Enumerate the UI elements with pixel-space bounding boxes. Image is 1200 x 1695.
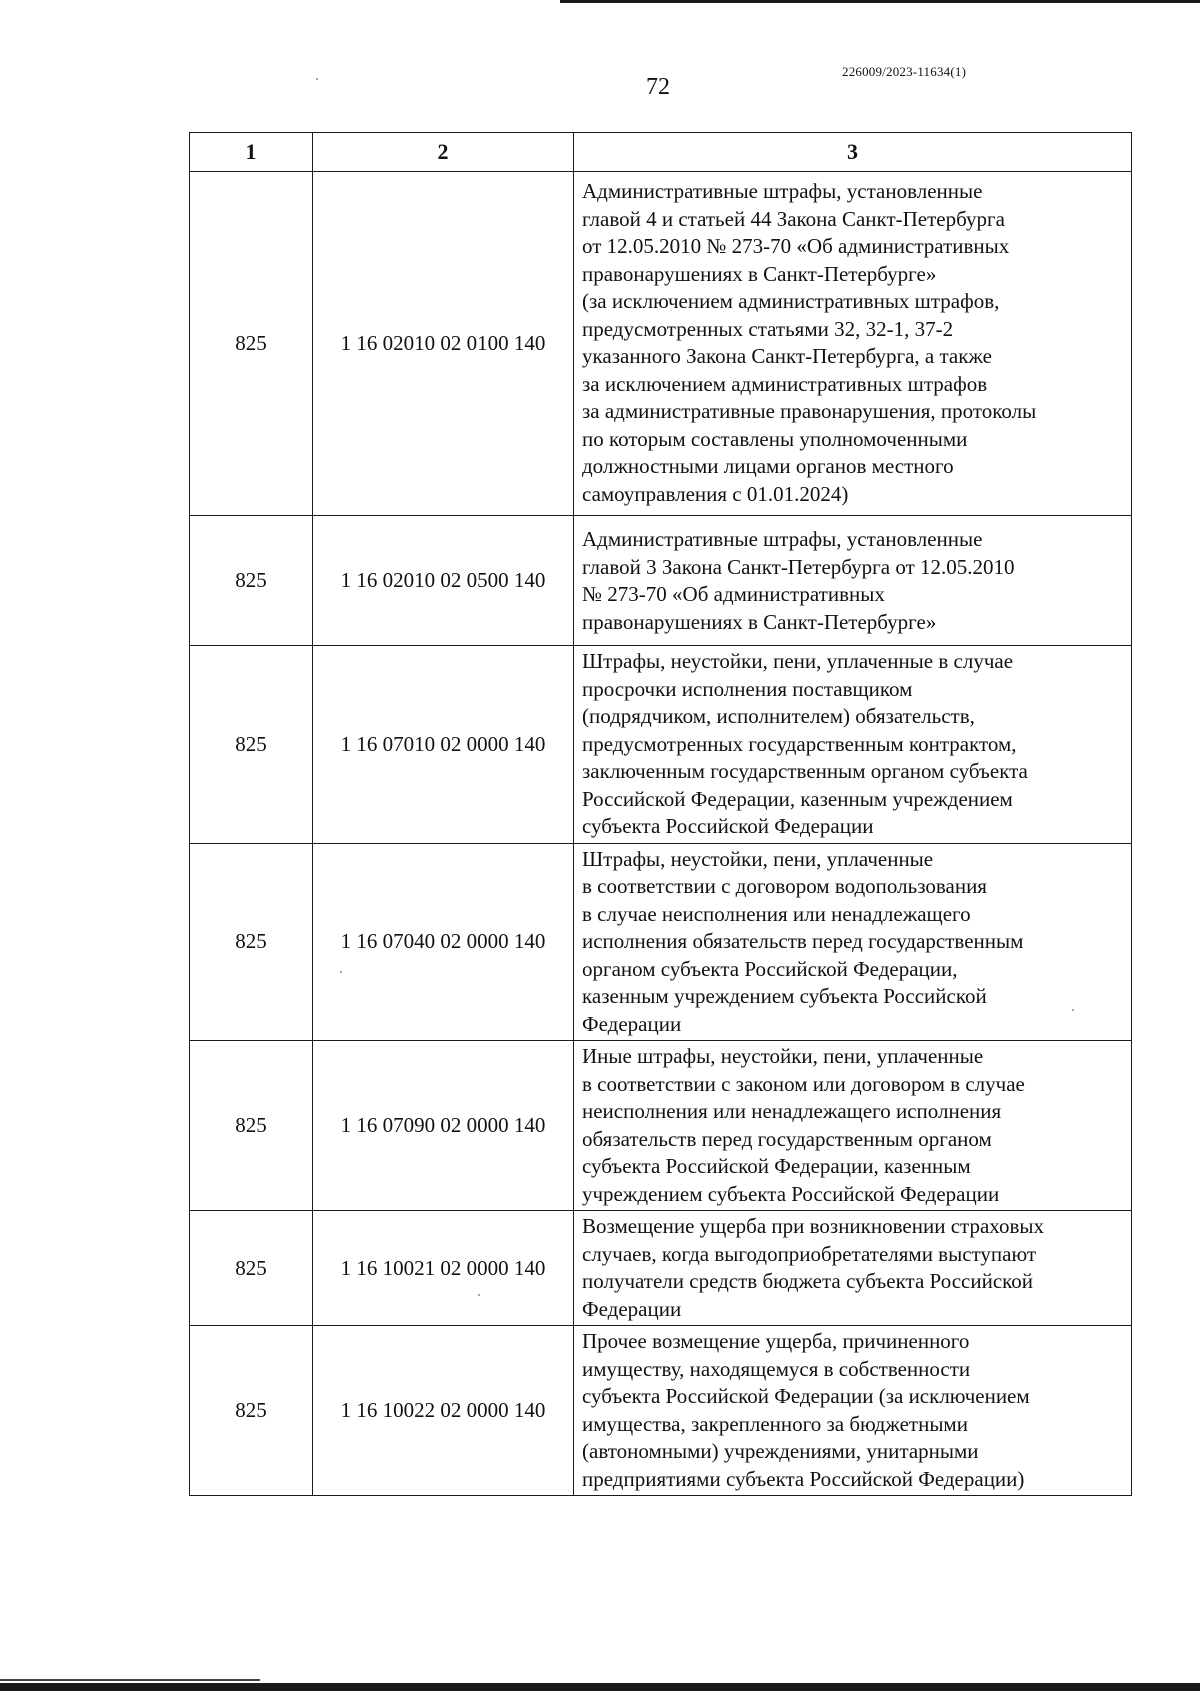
description-line: по которым составлены уполномоченными [582, 426, 968, 451]
description-line: правонарушениях в Санкт-Петербурге» [582, 261, 937, 286]
description-line: предусмотренных государственным контрактом, [582, 731, 1017, 756]
description-line: исполнения обязательств перед государственным [582, 929, 1024, 953]
admin-code-cell: 825 [190, 1326, 313, 1496]
table-row [190, 1211, 1132, 1326]
description-line: Административные штрафы, установленные [582, 527, 983, 551]
description-line: в соответствии с договором водопользования [582, 874, 987, 898]
description-line: казенным учреждением субъекта Российской [582, 984, 987, 1008]
description-line: (автономными) учреждениями, унитарными [582, 1439, 979, 1463]
kbk-code-cell: 1 16 07090 02 0000 140 [313, 1041, 574, 1211]
kbk-code-cell: 1 16 10022 02 0000 140 [313, 1326, 574, 1496]
description-line: Федерации [582, 1011, 682, 1036]
description-line: Административные штрафы, установленные [582, 179, 983, 203]
page-number: 72 [646, 74, 670, 100]
description-line: субъекта Российской Федерации [582, 814, 874, 838]
scan-speck [478, 1294, 480, 1296]
description-line: должностными лицами органов местного [582, 454, 954, 478]
kbk-code-cell: 1 16 02010 02 0500 140 [313, 516, 574, 646]
description-line: учреждением субъекта Российской Федерации [582, 1181, 1000, 1206]
description-line: указанного Закона Санкт-Петербурга, а также [582, 344, 992, 368]
scan-speck [1072, 1009, 1074, 1011]
description-line: субъекта Российской Федерации (за исключением [582, 1384, 1030, 1408]
description-cell [574, 646, 1132, 844]
description-line: просрочки исполнения поставщиком [582, 676, 913, 701]
table-row [190, 646, 1132, 844]
description-line: правонарушениях в Санкт-Петербурге» [582, 609, 937, 634]
description-line: имущества, закрепленного за бюджетными [582, 1411, 968, 1436]
table-row [190, 1326, 1132, 1496]
description-line: случаев, когда выгодоприобретателями выступают [582, 1241, 1037, 1266]
table-header-row [190, 133, 1132, 172]
description-line: в случае неисполнения или ненадлежащего [582, 901, 971, 926]
scan-bottom-edge-thin [0, 1679, 260, 1681]
admin-code-cell: 825 [190, 1041, 313, 1211]
admin-code-cell: 825 [190, 843, 313, 1041]
description-line: главой 3 Закона Санкт-Петербурга от 12.05.2010 [582, 554, 1015, 579]
description-line: неисполнения или ненадлежащего исполнения [582, 1099, 1002, 1123]
description-line: получатели средств бюджета субъекта Российской [582, 1269, 1034, 1293]
description-line: органом субъекта Российской Федерации, [582, 956, 958, 981]
description-line: предприятиями субъекта Российской Федерации) [582, 1466, 1025, 1491]
table-row [190, 516, 1132, 646]
description-line: Возмещение ущерба при возникновении страховых [582, 1214, 1044, 1238]
description-line: в соответствии с законом или договором в случае [582, 1071, 1025, 1096]
kbk-code-cell: 1 16 07040 02 0000 140 [313, 843, 574, 1041]
description-line: субъекта Российской Федерации, казенным [582, 1154, 971, 1178]
description-cell [574, 1326, 1132, 1496]
description-line: обязательств перед государственным органом [582, 1126, 992, 1151]
kbk-code-cell: 1 16 07010 02 0000 140 [313, 646, 574, 844]
admin-code-cell: 825 [190, 516, 313, 646]
description-line: Иные штрафы, неустойки, пени, уплаченные [582, 1044, 984, 1068]
description-line: главой 4 и статьей 44 Закона Санкт-Петербурга [582, 206, 1005, 231]
table-row [190, 172, 1132, 516]
description-line: (подрядчиком, исполнителем) обязательств, [582, 704, 975, 728]
scan-top-edge [560, 0, 1200, 3]
description-line: Российской Федерации, казенным учреждением [582, 786, 1013, 811]
description-cell [574, 1041, 1132, 1211]
scan-speck [340, 971, 342, 973]
scan-bottom-edge [0, 1683, 1200, 1691]
document-id: 226009/2023-11634(1) [842, 64, 967, 79]
kbk-code-cell: 1 16 02010 02 0100 140 [313, 172, 574, 516]
description-line: Прочее возмещение ущерба, причиненного [582, 1329, 970, 1353]
description-cell [574, 516, 1132, 646]
description-cell [574, 1211, 1132, 1326]
table-row [190, 1041, 1132, 1211]
description-cell [574, 172, 1132, 516]
kbk-code-cell: 1 16 10021 02 0000 140 [313, 1211, 574, 1326]
admin-code-cell: 825 [190, 646, 313, 844]
description-line: предусмотренных статьями 32, 32-1, 37-2 [582, 316, 954, 341]
description-line: самоуправления с 01.01.2024) [582, 481, 849, 506]
column-header-3: 3 [574, 133, 1132, 172]
description-line: № 273-70 «Об административных [582, 582, 885, 606]
description-line: Штрафы, неустойки, пени, уплаченные [582, 846, 934, 871]
description-line: от 12.05.2010 № 273-70 «Об административных [582, 234, 1010, 258]
description-line: Федерации [582, 1296, 682, 1321]
column-header-1: 1 [190, 133, 313, 172]
budget-codes-table [189, 132, 1132, 1496]
description-line: за административные правонарушения, протоколы [582, 399, 1037, 423]
description-line: имуществу, находящемуся в собственности [582, 1356, 971, 1381]
table-row [190, 843, 1132, 1041]
admin-code-cell: 825 [190, 1211, 313, 1326]
description-line: (за исключением административных штрафов, [582, 289, 1000, 313]
description-cell [574, 843, 1132, 1041]
description-line: заключенным государственным органом субъекта [582, 759, 1028, 783]
column-header-2: 2 [313, 133, 574, 172]
description-line: Штрафы, неустойки, пени, уплаченные в случае [582, 649, 1014, 673]
description-line: за исключением административных штрафов [582, 371, 988, 396]
scan-speck [316, 78, 318, 80]
admin-code-cell: 825 [190, 172, 313, 516]
